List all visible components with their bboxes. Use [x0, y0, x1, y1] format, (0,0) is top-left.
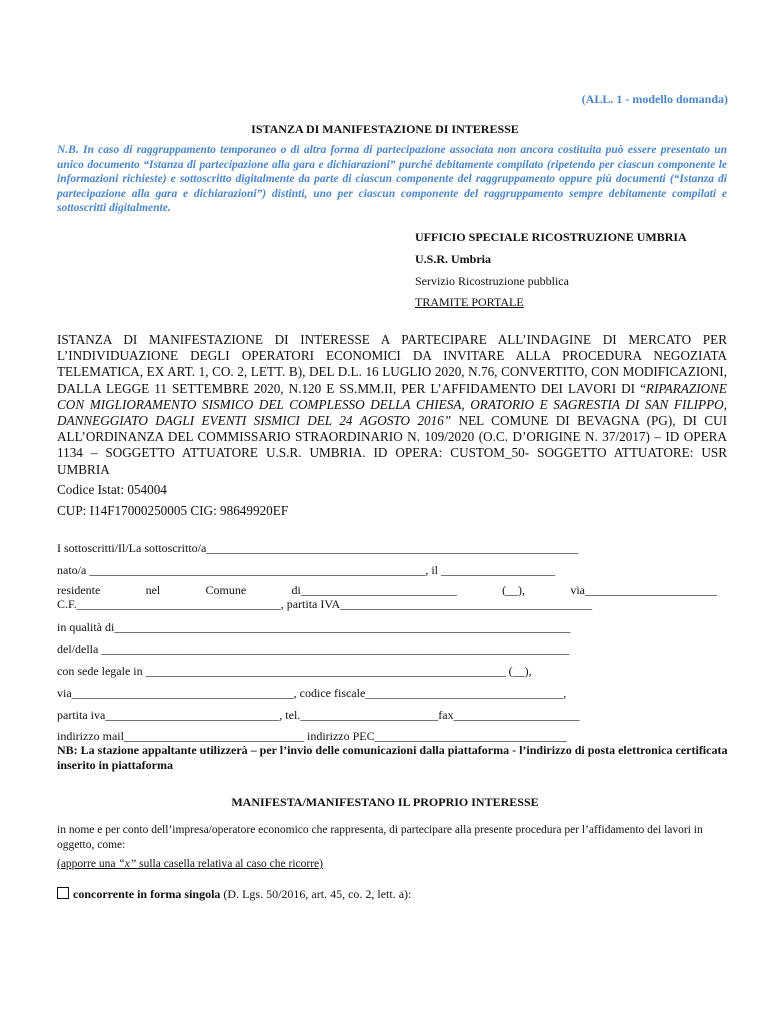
field-seat: con sede legale in ____________________________________________________________ (__),: [57, 664, 532, 678]
resident-word-6: via______________________: [570, 583, 717, 597]
field-role: in qualità di____________________________________________________________________________: [57, 620, 571, 634]
field-resident: [57, 583, 717, 598]
cup-cig: CUP: I14F17000250005 CIG: 98649920EF: [57, 503, 289, 518]
resident-word-3: Comune: [205, 583, 247, 597]
recipient-service: Servizio Ricostruzione pubblica: [415, 274, 569, 288]
field-born: nato/a ________________________________________________________, il ___________________: [57, 563, 555, 577]
recipient-short: U.S.R. Umbria: [415, 252, 492, 266]
option-label: concorrente in forma singola: [73, 887, 221, 901]
note-part-a: (apporre una: [57, 858, 119, 870]
instruction-note: [57, 858, 323, 870]
field-cf: C.F.__________________________________, partita IVA__________________________________________: [57, 597, 593, 611]
recipient-office: UFFICIO SPECIALE RICOSTRUZIONE UMBRIA: [415, 230, 687, 244]
checkbox-icon[interactable]: [57, 887, 69, 899]
field-vat: partita iva_____________________________, tel._______________________fax_____________________: [57, 708, 580, 722]
istat-code: Codice Istat: 054004: [57, 482, 167, 497]
option-single-competitor: [57, 887, 411, 902]
note-part-b: sulla casella relativa al caso che ricorre): [136, 858, 323, 870]
field-signer: I sottoscritti/Il/La sottoscritto/a______________________________________________________________: [57, 541, 579, 555]
field-address: via_____________________________________, codice fiscale_________________________________,: [57, 686, 567, 700]
recipient-via: TRAMITE PORTALE: [415, 295, 524, 309]
field-of: del/della ______________________________________________________________________________: [57, 642, 570, 656]
document-title: ISTANZA DI MANIFESTAZIONE DI INTERESSE: [251, 122, 519, 136]
field-email: indirizzo mail______________________________ indirizzo PEC________________________________: [57, 729, 567, 743]
subject-part2: NEL COMUNE DI BEVAGNA (PG), DI CUI ALL’ORDINANZA DEL COMMISSARIO STRAORDINARIO N. 109/2020 (O.C. D’ORIGINE N. 37/2017) – ID OPERA 1134 – SOGGETTO ATTUATORE U.S.R. UMBRIA. ID OPERA: CUSTOM_50- SOGGETTO ATTUATORE: USR UMBRIA: [57, 413, 727, 477]
resident-word-4: di__________________________: [291, 583, 457, 597]
subject-italic: RIPARAZIONE CON MIGLIORAMENTO SISMICO DEL COMPLESSO DELLA CHIESA, ORATORIO E SAGRESTIA DI SAN FILIPPO, DANNEGGIATO DAGLI EVENTI SISMICI DEL 24 AGOSTO 2016”: [57, 380, 727, 429]
subject-paragraph: [57, 332, 727, 478]
option-ref: (D. Lgs. 50/2016, art. 45, co. 2, lett. a):: [220, 887, 412, 901]
manifest-title: MANIFESTA/MANIFESTANO IL PROPRIO INTERESSE: [231, 795, 539, 809]
resident-word-2: nel: [145, 583, 161, 597]
attachment-label: (ALL. 1 - modello domanda): [581, 92, 728, 106]
nb-note: N.B. In caso di raggruppamento temporaneo o di altra forma di partecipazione associata non ancora costituita può essere presentato un unico documento “Istanza di partecipazione alla gara e dichiarazioni” purché debitamente compilato (ripetendo per ciascun componente le informazioni richieste) e sottoscritto digitalmente da parte di ciascun componente del raggruppamento oppure più documenti (“Istanza di partecipazione alla gara e dichiarazioni”) distinti, uno per ciascun componente del raggruppamento sempre debitamente compilati e sottoscritti digitalmente.: [57, 144, 727, 214]
resident-word-1: residente: [57, 583, 101, 597]
note-x: “x”: [118, 858, 137, 870]
manifest-paragraph: in nome e per conto dell’impresa/operatore economico che rappresenta, di partecipare alla presente procedura per l’affidamento dei lavori in oggetto, come:: [57, 824, 703, 851]
resident-word-5: (__),: [502, 583, 526, 597]
subject-part1: ISTANZA DI MANIFESTAZIONE DI INTERESSE A PARTECIPARE ALL’INDAGINE DI MERCATO PER L’INDIVIDUAZIONE DEGLI OPERATORI ECONOMICI DA INVITARE ALLA PROCEDURA NEGOZIATA TELEMATICA, EX ART. 1, CO. 2, LETT. B), DEL D.L. 16 LUGLIO 2020, N.76, CONVERTITO, CON MODIFICAZIONI, DALLA LEGGE 11 SETTEMBRE 2020, N.120 E SS.MM.II, PER L’AFFIDAMENTO DEI LAVORI DI “: [57, 332, 727, 396]
nb-pec-note: NB: La stazione appaltante utilizzerà – per l’invio delle comunicazioni dalla piattaforma - l’indirizzo di posta elettronica certificata inserito in piattaforma: [57, 743, 728, 772]
